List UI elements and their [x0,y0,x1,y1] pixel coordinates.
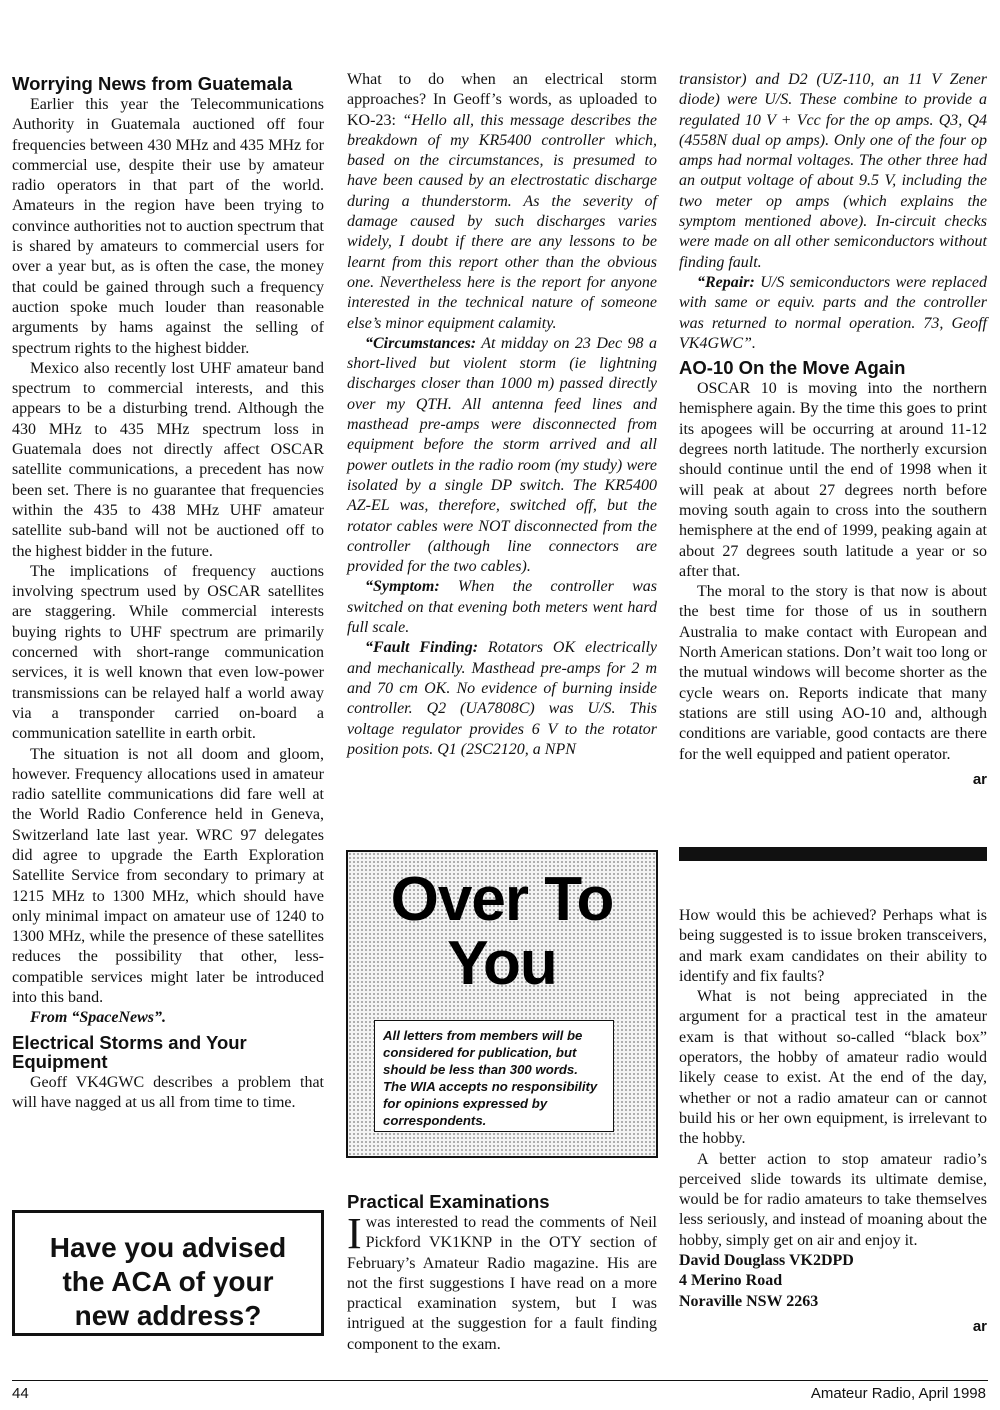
text: What to do when an electrical storm approaches? In Geoff’s words, as uploaded to KO-23: [347,71,657,129]
label: “Repair: [697,273,755,291]
label: “Circumstances: [365,334,477,352]
end-mark: ar [972,1317,987,1335]
signature-name: David Douglass VK2DPD [679,1252,854,1270]
label: “Fault Finding: [365,639,479,657]
heading-guatemala: Worrying News from Guatemala [12,73,293,94]
title-line: Over To [390,865,614,934]
paragraph: Earlier this year the Telecommunications Authority in Guatemala auctioned off four frequencies between 430 MHz and 435 MHz for commercial use, despite their use by amateur radio operators in that part of the world. Amateurs in the region have been trying to convince authorities not to auction spectrum that is shared by amateurs to commercial users for over a year but, as is often the case, the money that could be gained through such a frequency auction spoke much louder than reasonable arguments by hams against the selling of spectrum rights to the highest bidder. [12,96,324,357]
signature-block [679,1251,987,1312]
ad-line: the ACA of your [62,1266,274,1297]
paragraph [347,334,657,578]
ad-line: new address? [74,1300,262,1331]
column-2 [347,70,657,760]
text: When the controller was switched on that evening both meters went hard full scale. [347,578,657,637]
text: was interested to read the comments of Neil Pickford VK1KNP in the OTY section of February’s Amateur Radio magazine. His are not the first suggestions I have read on a more practical examination system, but I was intrigued at the suggestion for a fault finding component to the exam. [347,1214,657,1353]
paragraph: The situation is not all doom and gloom, however. Frequency allocations used in amateur radio satellite communications did fare well at the World Radio Conference held in Geneva, Switzerland late last year. WRC 97 delegates did agree to upgrade the Earth Exploration Satellite Service from secondary to primary at 1215 MHz to 1300 MHz, which should have only minimal impact on amateur use of 1240 to 1300 MHz, while the presence of these satellites reduces the possibility that other, less-compatible services might later be introduced into this band. [12,745,324,1007]
quote-text: “Hello all, this message describes the breakdown of my KR5400 controller which, based on the circumstances, is presumed to have been caused by an electrostatic discharge during a thunderstorm. As the severity of damage caused by such discharges varies widely, I doubt if there are any lessons to be learnt from this report other than the obvious one. Nevertheless here is the report for anyone interested in the technical nature of someone else’s minor equipment calamity. [347,111,657,332]
over-to-you-title [356,865,648,998]
paragraph: What is not being appreciated in the argument for a practical test in the amateur exam is that without so-called “black box” operators, the hobby of amateur radio would likely cease to exist. At the end of the day, whether or not a radio amateur can or cannot build his or her own equipment, is irrelevant to the hobby. [679,988,987,1148]
paragraph: The implications of frequency auctions involving spectrum used by OSCAR satellites are staggering. While commercial interests buying rights to UHF spectrum are primarily concerned with short-range communication services, it is well known that even low-power transmissions can be relayed half a world away via a transponder carried on-board a communication satellite in earth orbit. [12,562,324,743]
page-number: 44 [12,1385,29,1402]
heading-practical-examinations: Practical Examinations [347,1191,550,1212]
source-credit: From “SpaceNews”. [30,1009,166,1027]
drop-cap: I [347,1209,362,1258]
paragraph [347,577,657,638]
paragraph [347,1209,657,1355]
paragraph [347,70,657,334]
over-to-you-panel [346,850,658,1158]
ad-line: Have you advised [49,1232,287,1263]
paragraph: Geoff VK4GWC describes a problem that will have nagged at us all from time to time. [12,1073,324,1111]
letter-continued [679,906,987,1335]
letters-policy-note: All letters from members will be considered for publication, but should be less than 300 words. The WIA accepts no responsibility for opinions expressed by correspondents. [374,1020,614,1132]
paragraph [679,273,987,354]
column-3 [679,70,987,788]
signature-street: 4 Merino Road [679,1272,783,1290]
column-1 [12,70,324,1113]
title-line: You [447,929,557,998]
heading-ao10: AO-10 On the Move Again [679,357,906,379]
paragraph [347,638,657,760]
text: At midday on 23 Dec 98 a short-lived but violent storm (ie lightning discharges closer than 1000 m) passed directly over my QTH. All antenna feed lines and masthead pre-amps were disconnected from equipment before the storm arrived and all power outlets in the radio room (my study) were isolated by a single DP switch. The KR5400 AZ-EL was, therefore, switched off, but the rotator cables were NOT disconnected from the controller (although line connectors are provided for the two cables). [347,334,657,576]
signature-town: Noraville NSW 2263 [679,1292,819,1310]
paragraph: transistor) and D2 (UZ-110, an 11 V Zener diode) were U/S. These combine to provide a regulated 10 V + Vcc for the op amps. Q3, Q4 (4558N dual op amps). Only one of the four op amps had normal voltages. The other three had an output voltage of about 9.5 V, including the two meter op amps (which explains the symptom mentioned above). In-circuit checks were made on all other semiconductors without finding fault. [679,71,987,271]
heading-electrical-storms: Electrical Storms and Your Equipment [12,1031,247,1072]
section-rule [679,847,987,861]
paragraph: The moral to the story is that now is about the best time for those of us in southern Australia to make contact with European and North American stations. Don’t wait too long or the mutual windows will become shorter as the cycle wears on. Reports indicate that many stations are still using AO-10 and, although conditions are variable, good contacts are there for the well equipped and patient operator. [679,583,987,763]
paragraph: OSCAR 10 is moving into the northern hemisphere again. By the time this goes to print its apogees will be occurring at around 11-12 degrees north latitude. The northerly excursion should continue until the end of 1998 when it will peak at about 27 degrees north before moving south again to cross into the southern hemisphere at the end of 1999, peaking again at about 27 degrees south latitude a year or so after that. [679,380,987,580]
label: “Symptom: [365,578,440,596]
magazine-issue: Amateur Radio, April 1998 [810,1385,986,1402]
aca-address-ad [12,1210,324,1336]
footer-rule [12,1380,988,1381]
paragraph: Mexico also recently lost UHF amateur band spectrum to commercial interests, and this appears to be a disturbing trend. Although the 430 MHz to 435 MHz spectrum loss in Guatemala does not directly affect OSCAR satellite communications, a precedent has now been set. There is no guarantee that frequencies within the 435 to 438 MHz UHF amateur satellite sub-band will not be auctioned off to the highest bidder in the future. [12,359,324,560]
paragraph: A better action to stop amateur radio’s perceived slide towards its ultimate demise, would be for radio amateurs to take themselves less seriously, and instead of moaning about the hobby, simply get on air and enjoy it. [679,1150,987,1249]
end-mark: ar [972,770,987,788]
text: U/S semiconductors were replaced with same or equiv. parts and the controller was returned to normal operation. 73, Geoff VK4GWC”. [679,273,987,352]
text: Rotators OK electrically and mechanically. Masthead pre-amps for 2 m and 70 cm OK. No evidence of burning inside controller. Q2 (UA7808C) was U/S. This voltage regulator provides 6 V to the rotator position pots. Q1 (2SC2120, a NPN [347,639,657,758]
paragraph: How would this be achieved? Perhaps what is being suggested is to issue broken transceivers, and mark exam candidates on their ability to identify and fix faults? [679,907,987,985]
letter-column [347,1188,657,1355]
